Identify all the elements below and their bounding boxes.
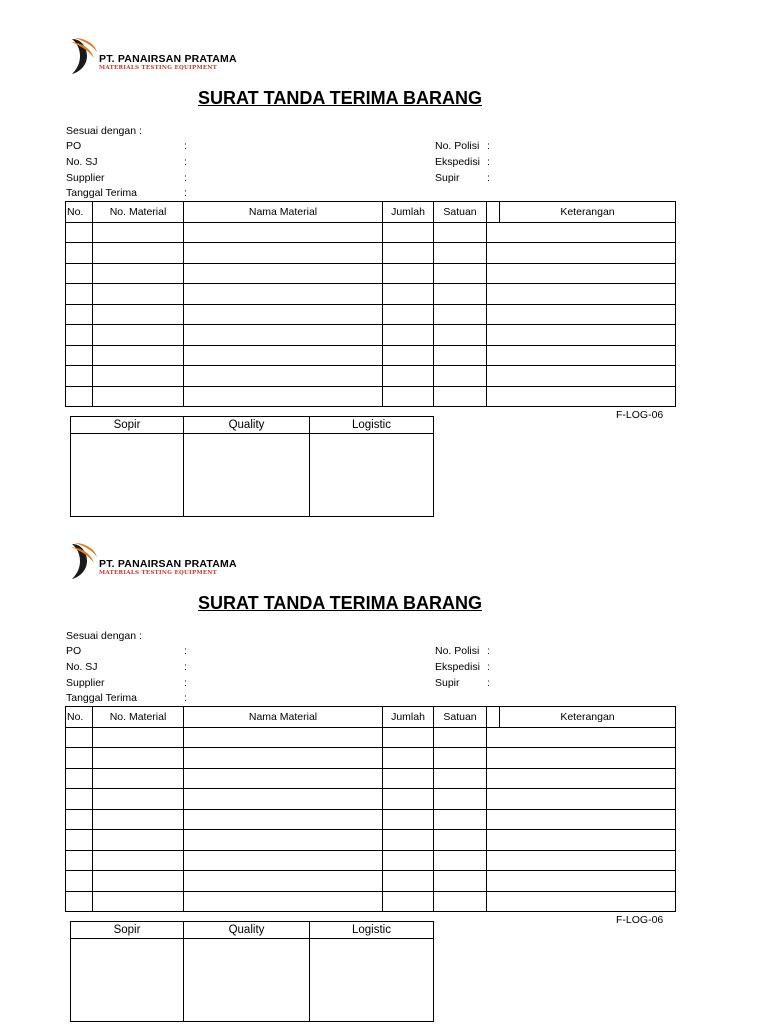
cell-no[interactable] (66, 727, 93, 748)
company-tagline: MATERIALS TESTING EQUIPMENT (99, 569, 218, 576)
table-header-row (66, 202, 676, 223)
cell-keterangan[interactable] (487, 789, 676, 810)
table-row (66, 789, 676, 810)
label-tanggal-terima: Tanggal Terima (66, 692, 138, 704)
cell-no[interactable] (66, 871, 93, 892)
cell-satuan[interactable] (434, 830, 487, 851)
signature-table (70, 416, 434, 517)
table-row (66, 768, 676, 789)
table-row (66, 222, 676, 243)
document-title: SURAT TANDA TERIMA BARANG (198, 593, 482, 613)
colon-supplier: : (184, 677, 187, 689)
company-name: PT. PANAIRSAN PRATAMA (99, 558, 237, 570)
table-row (66, 386, 676, 407)
cell-nama-material[interactable] (184, 809, 383, 830)
cell-nama-material[interactable] (184, 891, 383, 912)
cell-keterangan[interactable] (487, 891, 676, 912)
signature-label-quality: Quality (184, 417, 310, 434)
cell-no[interactable] (66, 366, 93, 387)
table-row (66, 345, 676, 366)
colon-ekspedisi: : (487, 156, 490, 168)
cell-jumlah[interactable] (383, 768, 434, 789)
cell-no[interactable] (66, 830, 93, 851)
cell-no[interactable] (66, 284, 93, 305)
cell-satuan[interactable] (434, 850, 487, 871)
signature-box-logistic[interactable] (310, 939, 434, 1022)
cell-keterangan[interactable] (487, 850, 676, 871)
cell-no[interactable] (66, 789, 93, 810)
table-row (66, 284, 676, 305)
label-supplier: Supplier (66, 172, 105, 184)
cell-satuan[interactable] (434, 243, 487, 264)
company-tagline: MATERIALS TESTING EQUIPMENT (99, 64, 218, 71)
signature-label-sopir: Sopir (71, 417, 184, 434)
label-sesuai-dengan: Sesuai dengan : (66, 630, 142, 642)
table-row (66, 830, 676, 851)
cell-no[interactable] (66, 748, 93, 769)
header-nama-material: Nama Material (184, 707, 383, 728)
header-keterangan: Keterangan (500, 202, 676, 223)
cell-jumlah[interactable] (383, 243, 434, 264)
colon-tanggal-terima: : (184, 692, 187, 704)
colon-supplier: : (184, 172, 187, 184)
cell-jumlah[interactable] (383, 325, 434, 346)
signature-header-row (71, 922, 434, 939)
cell-no-material[interactable] (93, 243, 184, 264)
cell-jumlah[interactable] (383, 871, 434, 892)
cell-no[interactable] (66, 386, 93, 407)
form-code: F-LOG-06 (616, 914, 664, 926)
cell-satuan[interactable] (434, 748, 487, 769)
cell-no-material[interactable] (93, 345, 184, 366)
cell-satuan[interactable] (434, 768, 487, 789)
table-row (66, 727, 676, 748)
cell-keterangan[interactable] (487, 748, 676, 769)
cell-no-material[interactable] (93, 366, 184, 387)
cell-no[interactable] (66, 345, 93, 366)
header-jumlah: Jumlah (383, 707, 434, 728)
header-spacer (487, 707, 500, 728)
cell-keterangan[interactable] (487, 366, 676, 387)
cell-no[interactable] (66, 222, 93, 243)
table-row (66, 891, 676, 912)
cell-nama-material[interactable] (184, 366, 383, 387)
cell-satuan[interactable] (434, 345, 487, 366)
header-no-material: No. Material (93, 202, 184, 223)
cell-no-material[interactable] (93, 222, 184, 243)
cell-satuan[interactable] (434, 789, 487, 810)
cell-nama-material[interactable] (184, 727, 383, 748)
colon-no-sj: : (184, 661, 187, 673)
table-row (66, 748, 676, 769)
company-block (99, 559, 237, 576)
cell-no[interactable] (66, 809, 93, 830)
header-no-material: No. Material (93, 707, 184, 728)
cell-jumlah[interactable] (383, 222, 434, 243)
signature-label-logistic: Logistic (310, 922, 434, 939)
cell-jumlah[interactable] (383, 850, 434, 871)
company-logo-icon (66, 37, 98, 75)
label-supir: Supir (435, 677, 460, 689)
cell-keterangan[interactable] (487, 284, 676, 305)
cell-nama-material[interactable] (184, 325, 383, 346)
cell-no-material[interactable] (93, 727, 184, 748)
label-no-sj: No. SJ (66, 661, 98, 673)
cell-no[interactable] (66, 768, 93, 789)
label-no-sj: No. SJ (66, 156, 98, 168)
cell-satuan[interactable] (434, 891, 487, 912)
cell-jumlah[interactable] (383, 830, 434, 851)
table-row (66, 809, 676, 830)
cell-nama-material[interactable] (184, 850, 383, 871)
receipt-form (0, 505, 768, 1010)
signature-table (70, 921, 434, 1022)
company-logo-icon (66, 542, 98, 580)
table-row (66, 304, 676, 325)
cell-nama-material[interactable] (184, 386, 383, 407)
label-ekspedisi: Ekspedisi (435, 156, 480, 168)
company-block (99, 54, 237, 71)
header-nama-material: Nama Material (184, 202, 383, 223)
table-row (66, 263, 676, 284)
cell-no-material[interactable] (93, 263, 184, 284)
cell-keterangan[interactable] (487, 243, 676, 264)
cell-satuan[interactable] (434, 222, 487, 243)
table-header-row (66, 707, 676, 728)
colon-po: : (184, 645, 187, 657)
cell-no[interactable] (66, 325, 93, 346)
signature-label-logistic: Logistic (310, 417, 434, 434)
cell-no[interactable] (66, 304, 93, 325)
cell-keterangan[interactable] (487, 727, 676, 748)
cell-no-material[interactable] (93, 768, 184, 789)
signature-box-row (71, 939, 434, 1022)
cell-keterangan[interactable] (487, 386, 676, 407)
label-supplier: Supplier (66, 677, 105, 689)
cell-no-material[interactable] (93, 386, 184, 407)
cell-jumlah[interactable] (383, 263, 434, 284)
colon-no-polisi: : (487, 645, 490, 657)
cell-no-material[interactable] (93, 284, 184, 305)
cell-satuan[interactable] (434, 263, 487, 284)
label-po: PO (66, 645, 82, 657)
items-table (65, 706, 676, 912)
cell-no-material[interactable] (93, 304, 184, 325)
cell-jumlah[interactable] (383, 727, 434, 748)
cell-no[interactable] (66, 263, 93, 284)
cell-jumlah[interactable] (383, 304, 434, 325)
cell-jumlah[interactable] (383, 891, 434, 912)
colon-tanggal-terima: : (184, 187, 187, 199)
cell-nama-material[interactable] (184, 345, 383, 366)
colon-ekspedisi: : (487, 661, 490, 673)
cell-nama-material[interactable] (184, 789, 383, 810)
header-keterangan: Keterangan (500, 707, 676, 728)
cell-keterangan[interactable] (487, 304, 676, 325)
signature-box-quality[interactable] (184, 939, 310, 1022)
header-satuan: Satuan (434, 707, 487, 728)
cell-no-material[interactable] (93, 789, 184, 810)
header-no: No. (66, 707, 93, 728)
cell-keterangan[interactable] (487, 345, 676, 366)
cell-no-material[interactable] (93, 748, 184, 769)
cell-keterangan[interactable] (487, 222, 676, 243)
header-satuan: Satuan (434, 202, 487, 223)
cell-nama-material[interactable] (184, 871, 383, 892)
cell-no-material[interactable] (93, 830, 184, 851)
cell-satuan[interactable] (434, 304, 487, 325)
label-no-polisi: No. Polisi (435, 645, 480, 657)
cell-keterangan[interactable] (487, 325, 676, 346)
cell-satuan[interactable] (434, 727, 487, 748)
cell-jumlah[interactable] (383, 789, 434, 810)
cell-nama-material[interactable] (184, 748, 383, 769)
signature-box-sopir[interactable] (71, 939, 184, 1022)
cell-jumlah[interactable] (383, 386, 434, 407)
company-name: PT. PANAIRSAN PRATAMA (99, 53, 237, 65)
colon-po: : (184, 140, 187, 152)
table-row (66, 850, 676, 871)
cell-keterangan[interactable] (487, 768, 676, 789)
cell-no-material[interactable] (93, 850, 184, 871)
colon-no-sj: : (184, 156, 187, 168)
cell-jumlah[interactable] (383, 809, 434, 830)
label-tanggal-terima: Tanggal Terima (66, 187, 138, 199)
cell-nama-material[interactable] (184, 830, 383, 851)
cell-keterangan[interactable] (487, 809, 676, 830)
signature-label-sopir: Sopir (71, 922, 184, 939)
cell-satuan[interactable] (434, 325, 487, 346)
colon-supir: : (487, 172, 490, 184)
cell-no[interactable] (66, 243, 93, 264)
cell-nama-material[interactable] (184, 284, 383, 305)
cell-nama-material[interactable] (184, 304, 383, 325)
cell-no-material[interactable] (93, 325, 184, 346)
cell-nama-material[interactable] (184, 768, 383, 789)
label-no-polisi: No. Polisi (435, 140, 480, 152)
cell-satuan[interactable] (434, 871, 487, 892)
cell-nama-material[interactable] (184, 243, 383, 264)
cell-jumlah[interactable] (383, 345, 434, 366)
header-jumlah: Jumlah (383, 202, 434, 223)
colon-supir: : (487, 677, 490, 689)
cell-nama-material[interactable] (184, 263, 383, 284)
cell-keterangan[interactable] (487, 871, 676, 892)
table-row (66, 243, 676, 264)
cell-keterangan[interactable] (487, 830, 676, 851)
document-title: SURAT TANDA TERIMA BARANG (198, 88, 482, 108)
cell-nama-material[interactable] (184, 222, 383, 243)
cell-keterangan[interactable] (487, 263, 676, 284)
cell-no-material[interactable] (93, 871, 184, 892)
label-ekspedisi: Ekspedisi (435, 661, 480, 673)
cell-no-material[interactable] (93, 809, 184, 830)
cell-jumlah[interactable] (383, 366, 434, 387)
cell-no[interactable] (66, 891, 93, 912)
cell-satuan[interactable] (434, 366, 487, 387)
cell-satuan[interactable] (434, 386, 487, 407)
header-no: No. (66, 202, 93, 223)
label-supir: Supir (435, 172, 460, 184)
receipt-form (0, 0, 768, 505)
cell-no-material[interactable] (93, 891, 184, 912)
cell-jumlah[interactable] (383, 284, 434, 305)
label-sesuai-dengan: Sesuai dengan : (66, 125, 142, 137)
header-spacer (487, 202, 500, 223)
cell-satuan[interactable] (434, 809, 487, 830)
signature-label-quality: Quality (184, 922, 310, 939)
table-row (66, 871, 676, 892)
items-table (65, 201, 676, 407)
label-po: PO (66, 140, 82, 152)
cell-satuan[interactable] (434, 284, 487, 305)
form-code: F-LOG-06 (616, 409, 664, 421)
cell-jumlah[interactable] (383, 748, 434, 769)
signature-header-row (71, 417, 434, 434)
table-row (66, 325, 676, 346)
cell-no[interactable] (66, 850, 93, 871)
colon-no-polisi: : (487, 140, 490, 152)
table-row (66, 366, 676, 387)
